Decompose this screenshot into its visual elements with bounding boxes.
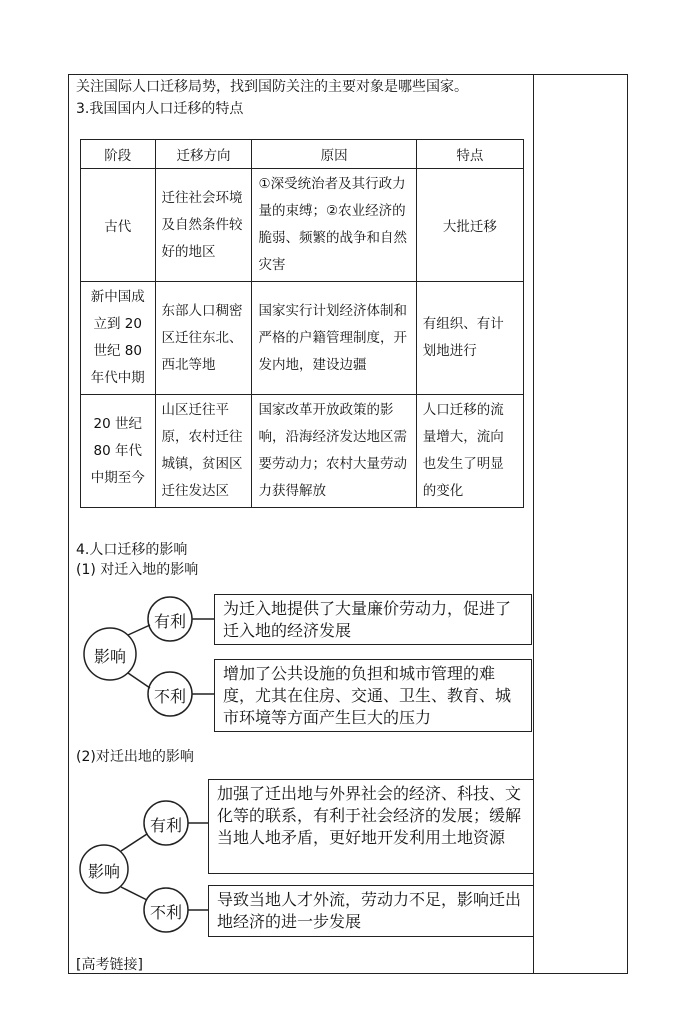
pos-effect-box-2: 加强了迁出地与外界社会的经济、科技、文化等的联系，有利于社会经济的发展；缓解当地人地矛盾，更好地开发利用土地资源 xyxy=(208,779,534,874)
stage-cell: 新中国成立到 20 世纪 80 年代中期 xyxy=(81,282,156,395)
neg-effect-box-2: 导致当地人才外流，劳动力不足，影响迁出地经济的进一步发展 xyxy=(208,885,534,937)
neg-effect-box-1: 增加了公共设施的负担和城市管理的难度，尤其在住房、交通、卫生、教育、城市环境等方面产生巨大的压力 xyxy=(214,659,532,732)
direction-cell: 山区迁往平原，农村迁往城镇，贫困区迁往发达区 xyxy=(155,395,252,508)
intro-line: 关注国际人口迁移局势，找到国防关注的主要对象是哪些国家。 xyxy=(76,79,468,95)
header-feature: 特点 xyxy=(416,140,523,169)
subsection-1-title: (1) 对迁入地的影响 xyxy=(76,562,199,578)
section-3-title: 3.我国国内人口迁移的特点 xyxy=(76,101,244,117)
reason-cell: ①深受统治者及其行政力量的束缚；②农业经济的脆弱、频繁的战争和自然灾害 xyxy=(252,169,416,282)
neg-label-2: 不利 xyxy=(149,903,182,922)
header-direction: 迁移方向 xyxy=(155,140,252,169)
direction-cell: 迁往社会环境及自然条件较好的地区 xyxy=(155,169,252,282)
feature-cell: 有组织、有计划地进行 xyxy=(416,282,523,395)
pos-label-1: 有利 xyxy=(153,612,186,631)
center-label-1: 影响 xyxy=(93,647,126,666)
header-stage: 阶段 xyxy=(81,140,156,169)
feature-cell: 大批迁移 xyxy=(416,169,523,282)
pos-label-2: 有利 xyxy=(149,816,182,835)
reason-cell: 国家改革开放政策的影响，沿海经济发达地区需要劳动力；农村大量劳动力获得解放 xyxy=(252,395,416,508)
stage-cell: 古代 xyxy=(81,169,156,282)
exam-link-label: [高考链接] xyxy=(76,957,143,973)
center-label-2: 影响 xyxy=(87,862,120,881)
direction-cell: 东部人口稠密区迁往东北、西北等地 xyxy=(155,282,252,395)
pos-effect-box-1: 为迁入地提供了大量廉价劳动力，促进了迁入地的经济发展 xyxy=(214,594,532,645)
subsection-2-title: (2)对迁出地的影响 xyxy=(76,749,194,765)
section-4-title: 4.人口迁移的影响 xyxy=(76,542,188,558)
feature-cell: 人口迁移的流量增大，流向也发生了明显的变化 xyxy=(416,395,523,508)
reason-cell: 国家实行计划经济体制和严格的户籍管理制度，开发内地，建设边疆 xyxy=(252,282,416,395)
neg-label-1: 不利 xyxy=(153,687,186,706)
header-reason: 原因 xyxy=(252,140,416,169)
stage-cell: 20 世纪 80 年代中期至今 xyxy=(81,395,156,508)
